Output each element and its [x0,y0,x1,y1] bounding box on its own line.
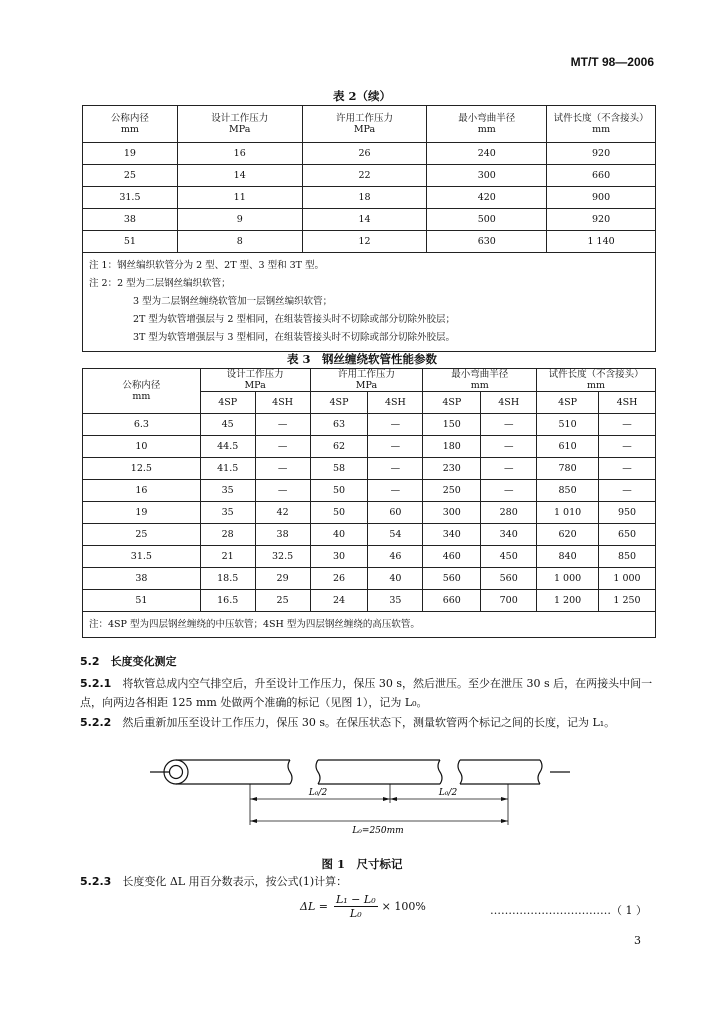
table3-header: 试件长度（不含接头） mm [537,369,656,392]
table-row [83,458,656,480]
table-cell: 62 [310,436,368,458]
table-cell: 44.5 [200,436,255,458]
table-cell: 8 [177,231,302,253]
table-cell: 12 [302,231,427,253]
table-cell: — [255,436,310,458]
table-cell: 58 [310,458,368,480]
table-cell: 12.5 [83,458,201,480]
table3-header: 许用工作压力 MPa [310,369,423,392]
table-cell: 1 140 [547,231,656,253]
table-cell: 38 [83,568,201,590]
table-cell: 240 [427,143,547,165]
table-cell: 32.5 [255,546,310,568]
table2-header: 公称内径 mm [83,106,178,143]
label-total: L₀=250mm [352,826,404,836]
table-cell: 18.5 [200,568,255,590]
table-cell: 1 010 [537,502,599,524]
table-cell: 300 [423,502,481,524]
table-row [83,568,656,590]
table-cell: — [255,458,310,480]
table-cell: 700 [481,590,537,612]
note-line: 3T 型为软管增强层与 3 型相同，在组装管接头时不切除或部分切除外胶层。 [133,332,455,343]
label-half-right: L₀/2 [438,788,458,798]
table-cell: 10 [83,436,201,458]
table-cell: 50 [310,502,368,524]
break-line [316,760,320,784]
table-cell: 4SH [368,392,423,414]
note-line: 2T 型为软管增强层与 2 型相同，在组装管接头时不切除或部分切除外胶层； [133,314,455,325]
table-cell: 45 [200,414,255,436]
table-cell: 300 [427,165,547,187]
table-cell: — [368,436,423,458]
paragraph-5-2-1: 5.2.1 将软管总成内空气排空后，升至设计工作压力，保压 30 s，然后泄压。至少在泄压 30 s 后，在两接头中间一点，向两边各相距 125 mm 处做两个准确的标记（见图 1），记为 L₀。 [80,677,653,709]
table-cell: 14 [302,209,427,231]
table-cell: 46 [368,546,423,568]
table-cell: 22 [302,165,427,187]
table-cell: 420 [427,187,547,209]
table-cell: 250 [423,480,481,502]
table2-caption: 表 2（续） [332,89,391,103]
table-cell: 4SH [481,392,537,414]
table-cell: — [599,458,656,480]
table3-header: 最小弯曲半径 mm [423,369,537,392]
table-cell: 450 [481,546,537,568]
paragraph-5-2-2: 5.2.2 然后重新加压至设计工作压力，保压 30 s。在保压状态下，测量软管两个标记之间的长度，记为 L₁。 [80,716,616,729]
break-line [458,760,462,784]
table-row [83,590,656,612]
table-cell: 18 [302,187,427,209]
table-cell: 4SP [310,392,368,414]
table-row [83,436,656,458]
table-cell: 610 [537,436,599,458]
page-number: 3 [634,934,641,947]
table-cell: 4SH [599,392,656,414]
figure-caption: 图 1 尺寸标记 [321,857,403,871]
table-cell: 180 [423,436,481,458]
table-cell: 4SP [200,392,255,414]
table-cell: 4SP [537,392,599,414]
table-cell: 26 [302,143,427,165]
table-cell: 500 [427,209,547,231]
table3-header-row [83,369,656,392]
table-cell: — [481,414,537,436]
table-cell: 340 [481,524,537,546]
table-row [83,414,656,436]
section-heading: 5.2 长度变化测定 [80,655,177,668]
table-cell: — [368,414,423,436]
table-cell: — [481,436,537,458]
table2-header: 许用工作压力 MPa [302,106,427,143]
table-cell: 1 000 [599,568,656,590]
table-cell: 840 [537,546,599,568]
table-cell: 14 [177,165,302,187]
table-cell: 19 [83,502,201,524]
table-cell: 280 [481,502,537,524]
table-row [83,524,656,546]
table-cell: — [368,480,423,502]
table-cell: 630 [427,231,547,253]
table3-note-row [83,612,656,638]
break-line [288,760,292,784]
table-cell: 38 [255,524,310,546]
table-cell: 54 [368,524,423,546]
formula-denominator: L₀ [349,907,362,920]
table-cell: 19 [83,143,178,165]
table-cell: 1 250 [599,590,656,612]
table-row [83,209,656,231]
hose-marking-figure [150,755,570,837]
table-cell: 16 [177,143,302,165]
table-cell: 63 [310,414,368,436]
note-line: 注 2：2 型为二层钢丝编织软管； [89,278,231,289]
table-row [83,502,656,524]
table-cell: 24 [310,590,368,612]
hose-segment-1 [176,760,290,784]
table-cell: 9 [177,209,302,231]
table-cell: — [599,436,656,458]
table-cell: 60 [368,502,423,524]
hose-segment-2 [318,760,440,784]
table-cell: 21 [200,546,255,568]
table-cell: 16.5 [200,590,255,612]
paragraph-5-2-3: 5.2.3 长度变化 ΔL 用百分数表示，按公式(1)计算： [80,875,348,888]
hose-segment-3 [460,760,540,784]
table-cell: 25 [83,165,178,187]
table-cell: 29 [255,568,310,590]
table-cell: 35 [368,590,423,612]
table3-caption: 表 3 钢丝缠绕软管性能参数 [286,352,437,366]
table-cell: 650 [599,524,656,546]
table-cell: 150 [423,414,481,436]
table-cell: 40 [368,568,423,590]
table-cell: 620 [537,524,599,546]
table-cell: 35 [200,480,255,502]
table-cell: — [255,414,310,436]
table-cell: 50 [310,480,368,502]
table-cell: — [481,480,537,502]
table2-notes [83,253,656,352]
formula-label: ……………………………（ 1 ） [490,904,647,917]
table3-header: 设计工作压力 MPa [200,369,310,392]
table-cell: 41.5 [200,458,255,480]
table-cell: — [368,458,423,480]
table-cell: 950 [599,502,656,524]
table-cell: 31.5 [83,546,201,568]
table-cell: 51 [83,231,178,253]
table-cell: 230 [423,458,481,480]
table-cell: 460 [423,546,481,568]
formula-numerator: L₁ − L₀ [335,893,376,906]
table-cell: — [481,458,537,480]
table-row [83,231,656,253]
table-cell: 51 [83,590,201,612]
table-cell: 6.3 [83,414,201,436]
break-line [438,760,442,784]
table-cell: 1 200 [537,590,599,612]
table-cell: 1 000 [537,568,599,590]
table-row [83,165,656,187]
table2-header: 最小弯曲半径 mm [427,106,547,143]
table-cell: 780 [537,458,599,480]
note-line: 注 1：钢丝编织软管分为 2 型、2T 型、3 型和 3T 型。 [89,260,325,271]
table-cell: 560 [481,568,537,590]
note-line: 3 型为二层钢丝缠绕软管加一层钢丝编织软管； [133,296,333,307]
table-cell: 660 [547,165,656,187]
table-cell: 16 [83,480,201,502]
table-cell: 31.5 [83,187,178,209]
table-row [83,187,656,209]
table-row [83,480,656,502]
table-cell: 660 [423,590,481,612]
table-cell: 28 [200,524,255,546]
table-cell: 920 [547,209,656,231]
table3-note: 注：4SP 型为四层钢丝缠绕的中压软管；4SH 型为四层钢丝缠绕的高压软管。 [83,612,656,638]
table-cell: 850 [537,480,599,502]
table-cell: 42 [255,502,310,524]
table-cell: 4SH [255,392,310,414]
table-cell: 850 [599,546,656,568]
table-cell: 510 [537,414,599,436]
table-cell: — [255,480,310,502]
table2 [82,105,656,352]
table-cell: 25 [255,590,310,612]
table-cell: 35 [200,502,255,524]
table-cell: 4SP [423,392,481,414]
table-row [83,143,656,165]
table-cell: — [599,414,656,436]
hose-end-right [538,760,542,784]
table-cell: 900 [547,187,656,209]
table-cell: 11 [177,187,302,209]
table-cell: 38 [83,209,178,231]
hose-end-inner [170,766,183,779]
label-half-left: L₀/2 [308,788,328,798]
table-cell: 560 [423,568,481,590]
table2-header: 设计工作压力 MPa [177,106,302,143]
table-cell: — [599,480,656,502]
table-cell: 920 [547,143,656,165]
table2-header: 试件长度（不含接头） mm [547,106,656,143]
table-cell: 30 [310,546,368,568]
table3-header: 公称内径 mm [83,369,201,414]
table3 [82,368,656,638]
formula: ΔL = L₁ − L₀ L₀ × 100% [300,893,426,920]
table-cell [83,253,656,352]
table-cell: 25 [83,524,201,546]
table-row [83,546,656,568]
standard-number: MT/T 98—2006 [570,55,654,69]
table2-header-row [83,106,656,143]
table-cell: 340 [423,524,481,546]
table-cell: 26 [310,568,368,590]
table-cell: 40 [310,524,368,546]
